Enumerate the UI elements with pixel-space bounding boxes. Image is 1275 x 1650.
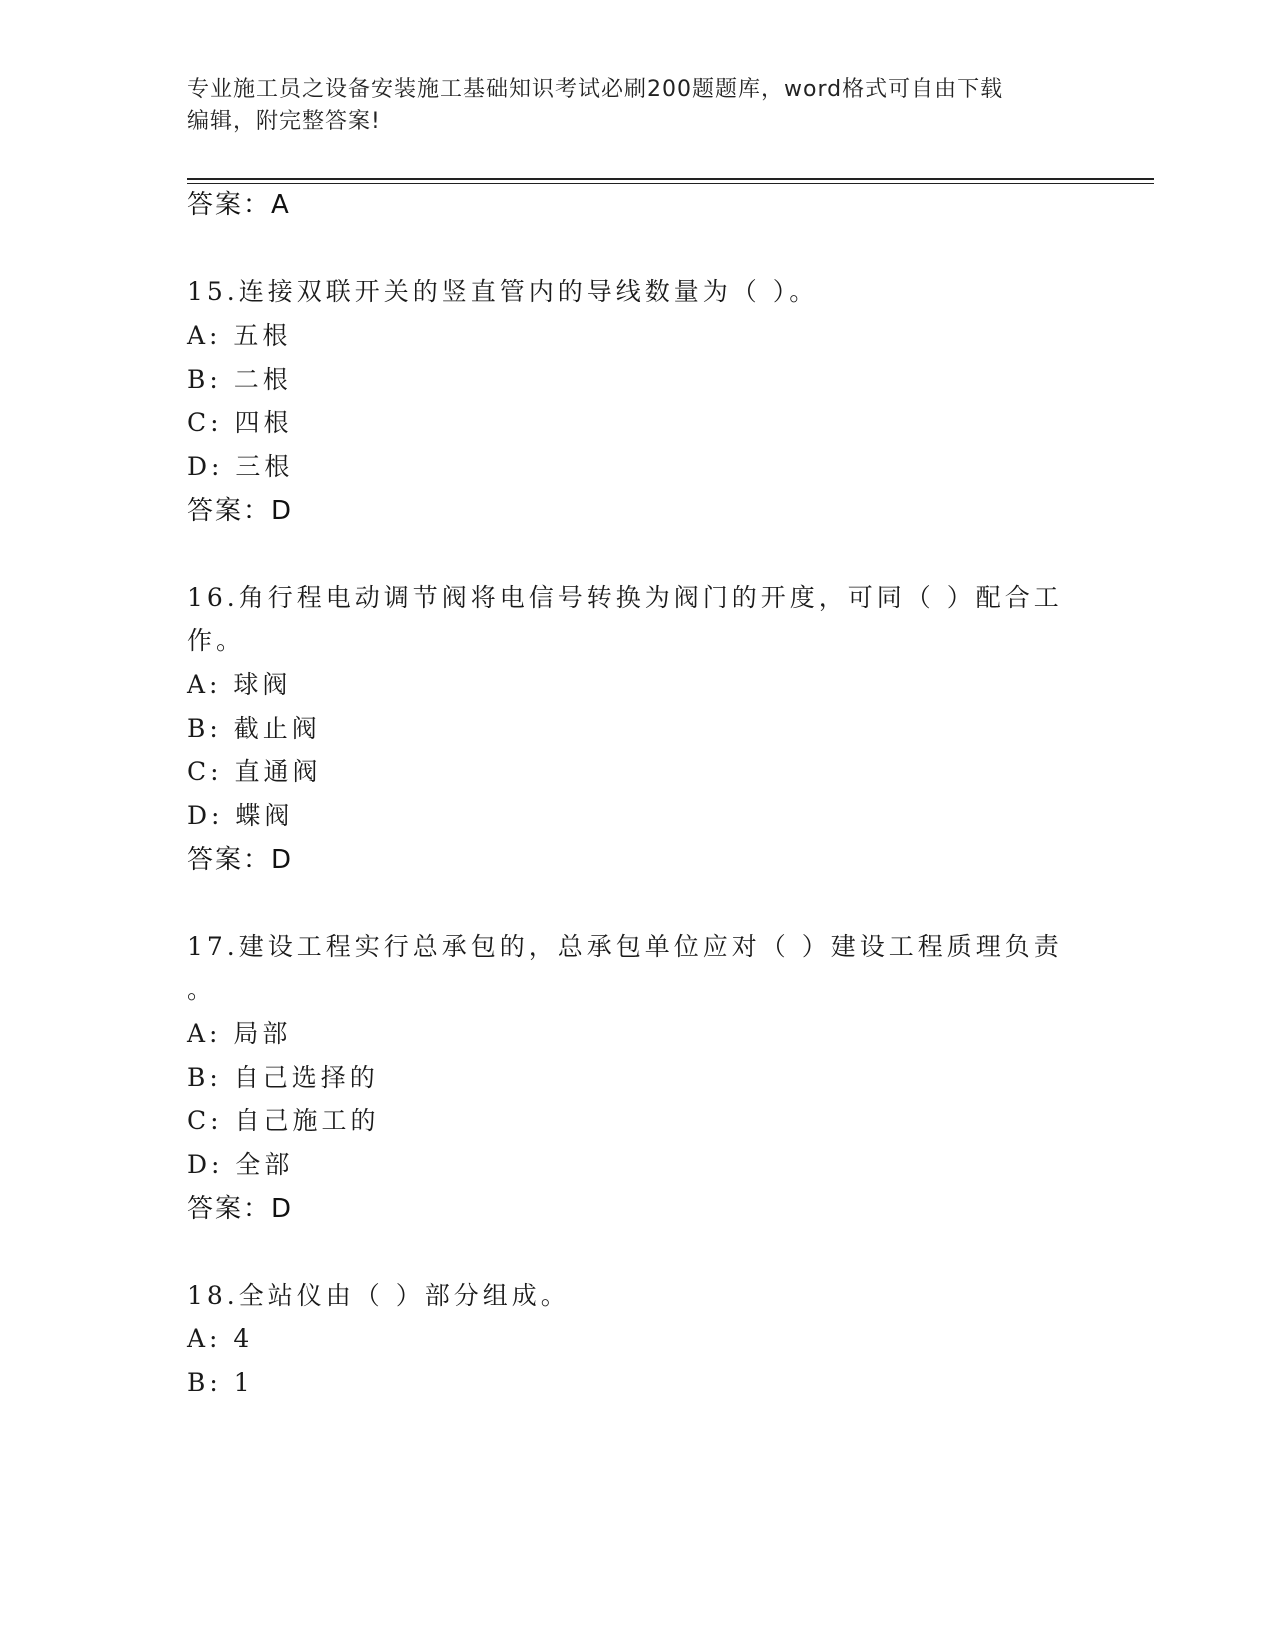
q16-answer: 答案：D [187, 845, 294, 875]
q15-answer: 答案：D [187, 496, 294, 526]
q16-stem-line-2: 作。 [187, 626, 246, 655]
q17-stem-line-2: 。 [187, 975, 217, 1004]
q16-option-b: B: 截止阀 [187, 714, 321, 743]
q18-option-a: A: 4 [187, 1324, 254, 1353]
q15-option-c: C: 四根 [187, 408, 293, 437]
header-rule-thin [187, 183, 1154, 184]
q16-option-d: D: 蝶阀 [187, 801, 294, 830]
q16-option-a: A: 球阀 [187, 670, 292, 699]
previous-answer: 答案：A [187, 190, 291, 220]
q15-option-b: B: 二根 [187, 365, 292, 394]
q15-option-a: A: 五根 [187, 321, 292, 350]
q18-option-b: B: 1 [187, 1368, 254, 1397]
page-header [187, 74, 1067, 138]
q18-stem: 18.全站仪由（ ）部分组成。 [187, 1281, 570, 1310]
q17-answer: 答案：D [187, 1194, 294, 1224]
q17-option-a: A: 局部 [187, 1019, 292, 1048]
q16-option-c: C: 直通阀 [187, 757, 322, 786]
q16-stem-line-1: 16.角行程电动调节阀将电信号转换为阀门的开度，可同（ ）配合工 [187, 583, 1063, 612]
q15-option-d: D: 三根 [187, 452, 294, 481]
q17-option-c: C: 自己施工的 [187, 1106, 380, 1135]
q17-option-d: D: 全部 [187, 1150, 294, 1179]
q17-stem-line-1: 17.建设工程实行总承包的，总承包单位应对（ ）建设工程质理负责 [187, 932, 1063, 961]
header-line-2: 编辑，附完整答案! [187, 109, 381, 134]
q17-option-b: B: 自己选择的 [187, 1063, 379, 1092]
header-line-1: 专业施工员之设备安装施工基础知识考试必刷200题题库，word格式可自由下载 [187, 77, 1004, 102]
q15-stem: 15.连接双联开关的竖直管内的导线数量为（ ）。 [187, 277, 819, 306]
header-rule-thick [187, 178, 1154, 180]
